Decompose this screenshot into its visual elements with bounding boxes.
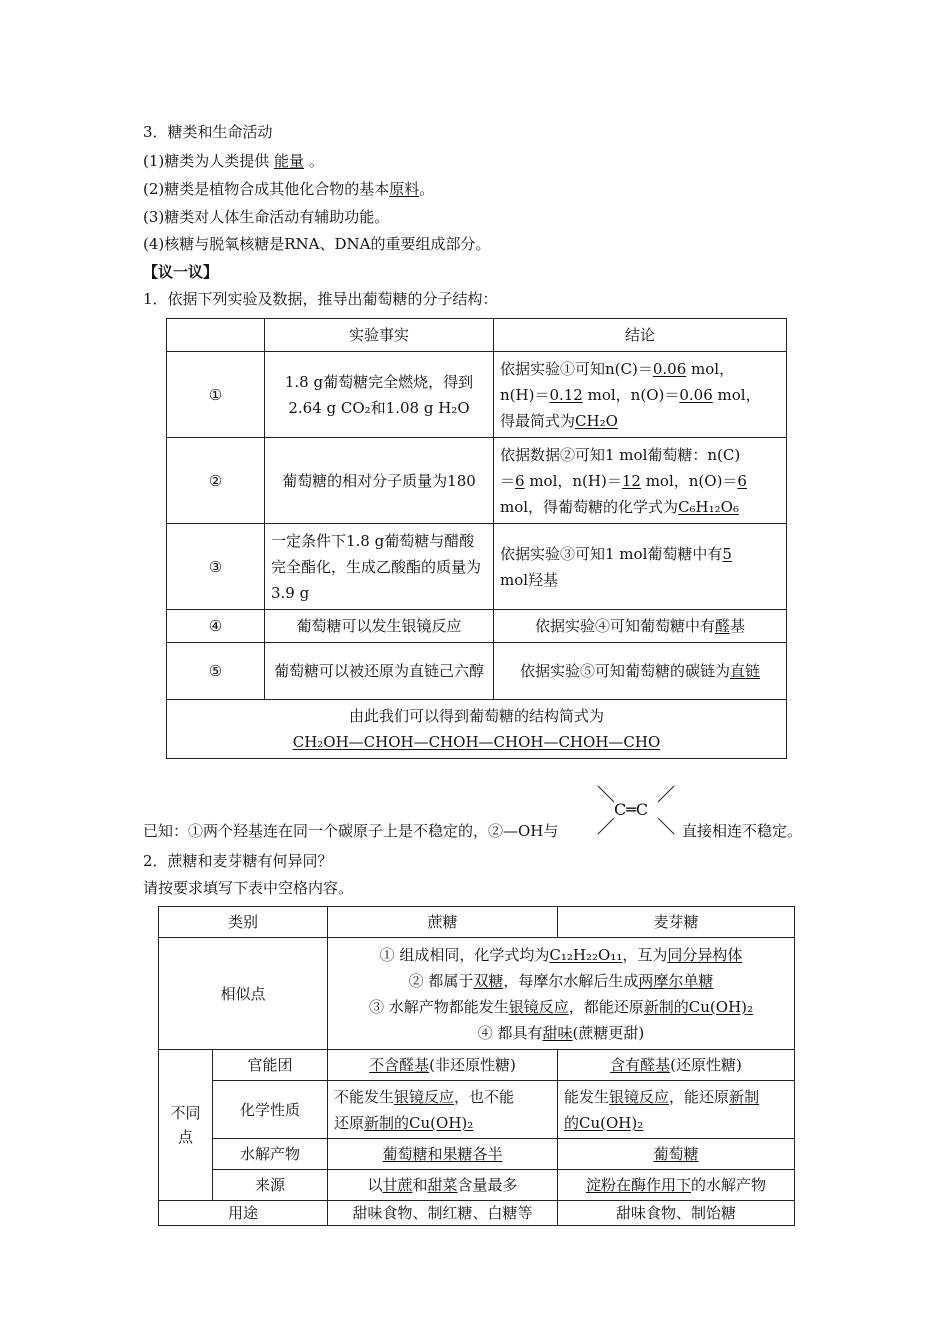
table-row: ④ 葡萄糖可以发生银镜反应 依据实验④可知葡萄糖中有醛基: [167, 610, 787, 643]
table-row: 不同点 官能团 不含醛基(非还原性糖) 含有醛基(还原性糖): [159, 1050, 795, 1081]
known-text-end: 直接相连不稳定。: [682, 822, 803, 840]
sucrose-maltose-table: 类别 蔗糖 麦芽糖 相似点 ① 组成相同，化学式均为C₁₂H₂₂O₁₁，互为同分异构体 ② 都属于双糖，每摩尔水解后生成两摩尔单糖 ③ 水解产物都能发生银镜反应，都能还原新制的Cu(OH)₂ ④ 都具有甜味(蔗糖更甜) 不同点 官能团 不含醛基(非还原性糖) 含有醛基(还原性糖) 化学性质 不能发生银镜反应，也不能 还原新制的Cu(OH)₂ 能发生银镜反应，能还原新制 的Cu(OH)₂ 水解产物 葡萄糖和果糖各半 葡萄糖 来源 以甘蔗和甜菜含量最多 淀粉在酶作用下的水解产物 用途 甜味食物、制红糖、白糖等 甜味食物、制饴糖: [158, 906, 795, 1226]
header-fact: 实验事实: [265, 319, 494, 352]
header-conclusion: 结论: [494, 319, 787, 352]
discuss-heading: 【议一议】: [143, 263, 219, 281]
table-row: 来源 以甘蔗和甜菜含量最多 淀粉在酶作用下的水解产物: [159, 1170, 795, 1201]
section-line-3: (3)糖类对人体生命活动有辅助功能。: [143, 208, 390, 226]
table-row: 水解产物 葡萄糖和果糖各半 葡萄糖: [159, 1139, 795, 1170]
section-line-4: (4)核糖与脱氧核糖是RNA、DNA的重要组成部分。: [143, 235, 491, 253]
section-line-1: (1)糖类为人类提供 能量 。: [143, 152, 324, 170]
table-row: 用途 甜味食物、制红糖、白糖等 甜味食物、制饴糖: [159, 1201, 795, 1226]
question-2-instruction: 请按要求填写下表中空格内容。: [143, 879, 354, 897]
summary-row: 由此我们可以得到葡萄糖的结构简式为 CH₂OH—CHOH—CHOH—CHOH—CHOH—CHO: [167, 700, 787, 759]
question-1: 1．依据下列实验及数据，推导出葡萄糖的分子结构：: [143, 290, 498, 308]
alkene-structure: C═C: [596, 782, 676, 838]
known-text: 已知：①两个羟基连在同一个碳原子上是不稳定的，②—OH与: [143, 822, 559, 840]
question-2: 2．蔗糖和麦芽糖有何异同？: [143, 852, 333, 870]
table-row: ① 1.8 g葡萄糖完全燃烧，得到2.64 g CO₂和1.08 g H₂O 依据实验①可知n(C)＝0.06 mol， n(H)＝0.12 mol，n(O)＝0.06 mol， 得最简式为CH₂O: [167, 352, 787, 438]
table-row: ⑤ 葡萄糖可以被还原为直链己六醇 依据实验⑤可知葡萄糖的碳链为直链: [167, 643, 787, 700]
table-row: ② 葡萄糖的相对分子质量为180 依据数据②可知1 mol葡萄糖：n(C) ＝6 mol，n(H)＝12 mol，n(O)＝6 mol，得葡萄糖的化学式为C₆H₁₂O₆: [167, 438, 787, 524]
table-row: 化学性质 不能发生银镜反应，也不能 还原新制的Cu(OH)₂ 能发生银镜反应，能还原新制 的Cu(OH)₂: [159, 1081, 795, 1139]
similarity-row: 相似点 ① 组成相同，化学式均为C₁₂H₂₂O₁₁，互为同分异构体 ② 都属于双糖，每摩尔水解后生成两摩尔单糖 ③ 水解产物都能发生银镜反应，都能还原新制的Cu(OH)₂ ④ 都具有甜味(蔗糖更甜): [159, 938, 795, 1050]
section-title: 3．糖类和生命活动: [143, 123, 273, 141]
table-row: ③ 一定条件下1.8 g葡萄糖与醋酸完全酯化，生成乙酸酯的质量为3.9 g 依据实验③可知1 mol葡萄糖中有5 mol羟基: [167, 524, 787, 610]
glucose-experiment-table: [166, 318, 787, 759]
section-line-2: (2)糖类是植物合成其他化合物的基本原料。: [143, 180, 435, 198]
